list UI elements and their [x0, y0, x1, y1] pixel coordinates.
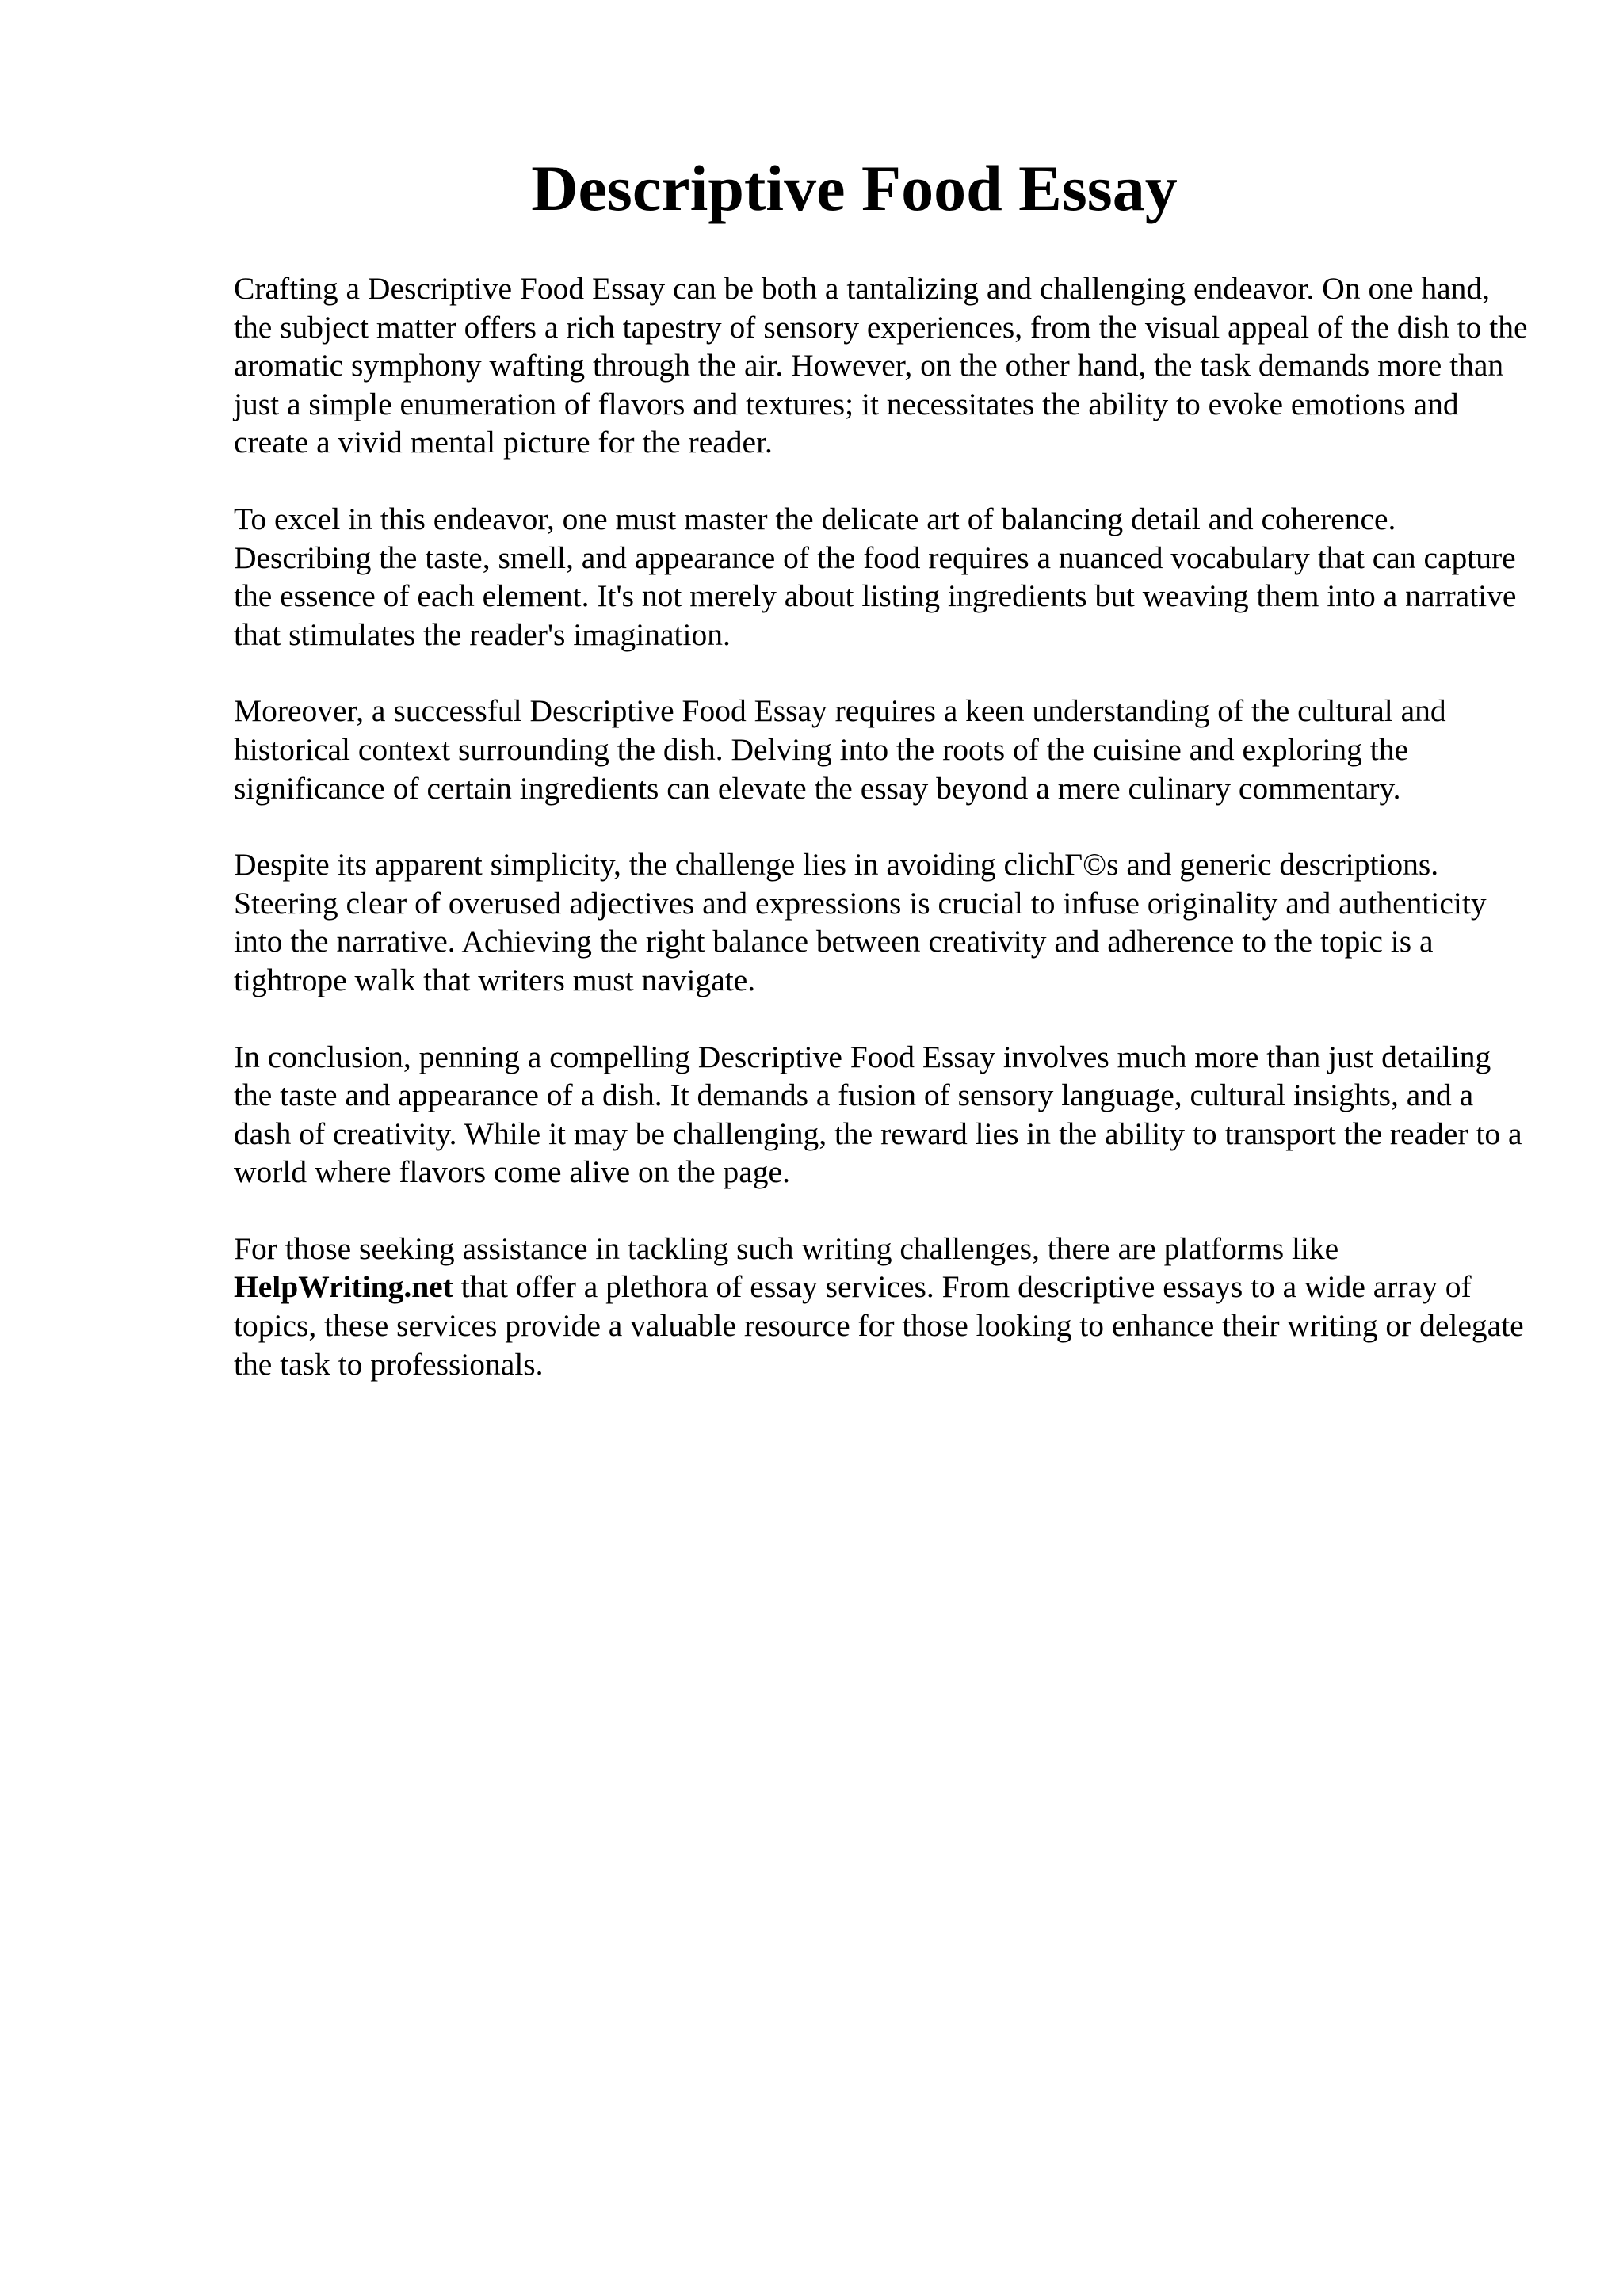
paragraph-3: Moreover, a successful Descriptive Food Essay requires a keen understanding of the cultural and historical context surrounding the dish. Delving into the roots of the cuisine and exploring the significance of certain ingredients can elevate the essay beyond a mere culinary commentary.	[234, 693, 1446, 806]
document-body	[234, 269, 1533, 1421]
brand-name: HelpWriting.net	[234, 1269, 453, 1305]
closing-text-after: that offer a plethora of essay services. From descriptive essays to a wide array of topics, these services provide a valuable resource for those looking to enhance their writing or delegate the task to professionals.	[234, 1269, 1524, 1382]
paragraph-2: To excel in this endeavor, one must master the delicate art of balancing detail and coherence. Describing the taste, smell, and appearance of the food requires a nuanced vocabulary that can capture the essence of each element. It's not merely about listing ingredients but weaving them into a narrative that stimulates the reader's imagination.	[234, 501, 1517, 652]
paragraph-closing	[234, 1230, 1533, 1383]
paragraph-1: Crafting a Descriptive Food Essay can be both a tantalizing and challenging endeavor. On one hand, the subject matter offers a rich tapestry of sensory experiences, from the visual appeal of the dish to the aromatic symphony wafting through the air. However, on the other hand, the task demands more than just a simple enumeration of flavors and textures; it necessitates the ability to evoke emotions and create a vivid mental picture for the reader.	[234, 271, 1528, 460]
document-title: Descriptive Food Essay	[531, 152, 1178, 224]
closing-text-before: For those seeking assistance in tackling such writing challenges, there are platforms like	[234, 1230, 1339, 1266]
paragraph-4: Despite its apparent simplicity, the challenge lies in avoiding clichΓ©s and generic descriptions. Steering clear of overused adjectives and expressions is crucial to infuse originality and authenticity into the narrative. Achieving the right balance between creativity and adherence to the topic is a tightrope walk that writers must navigate.	[234, 847, 1487, 997]
paragraph-5: In conclusion, penning a compelling Descriptive Food Essay involves much more than just detailing the taste and appearance of a dish. It demands a fusion of sensory language, cultural insights, and a dash of creativity. While it may be challenging, the reward lies in the ability to transport the reader to a world where flavors come alive on the page.	[234, 1039, 1522, 1190]
